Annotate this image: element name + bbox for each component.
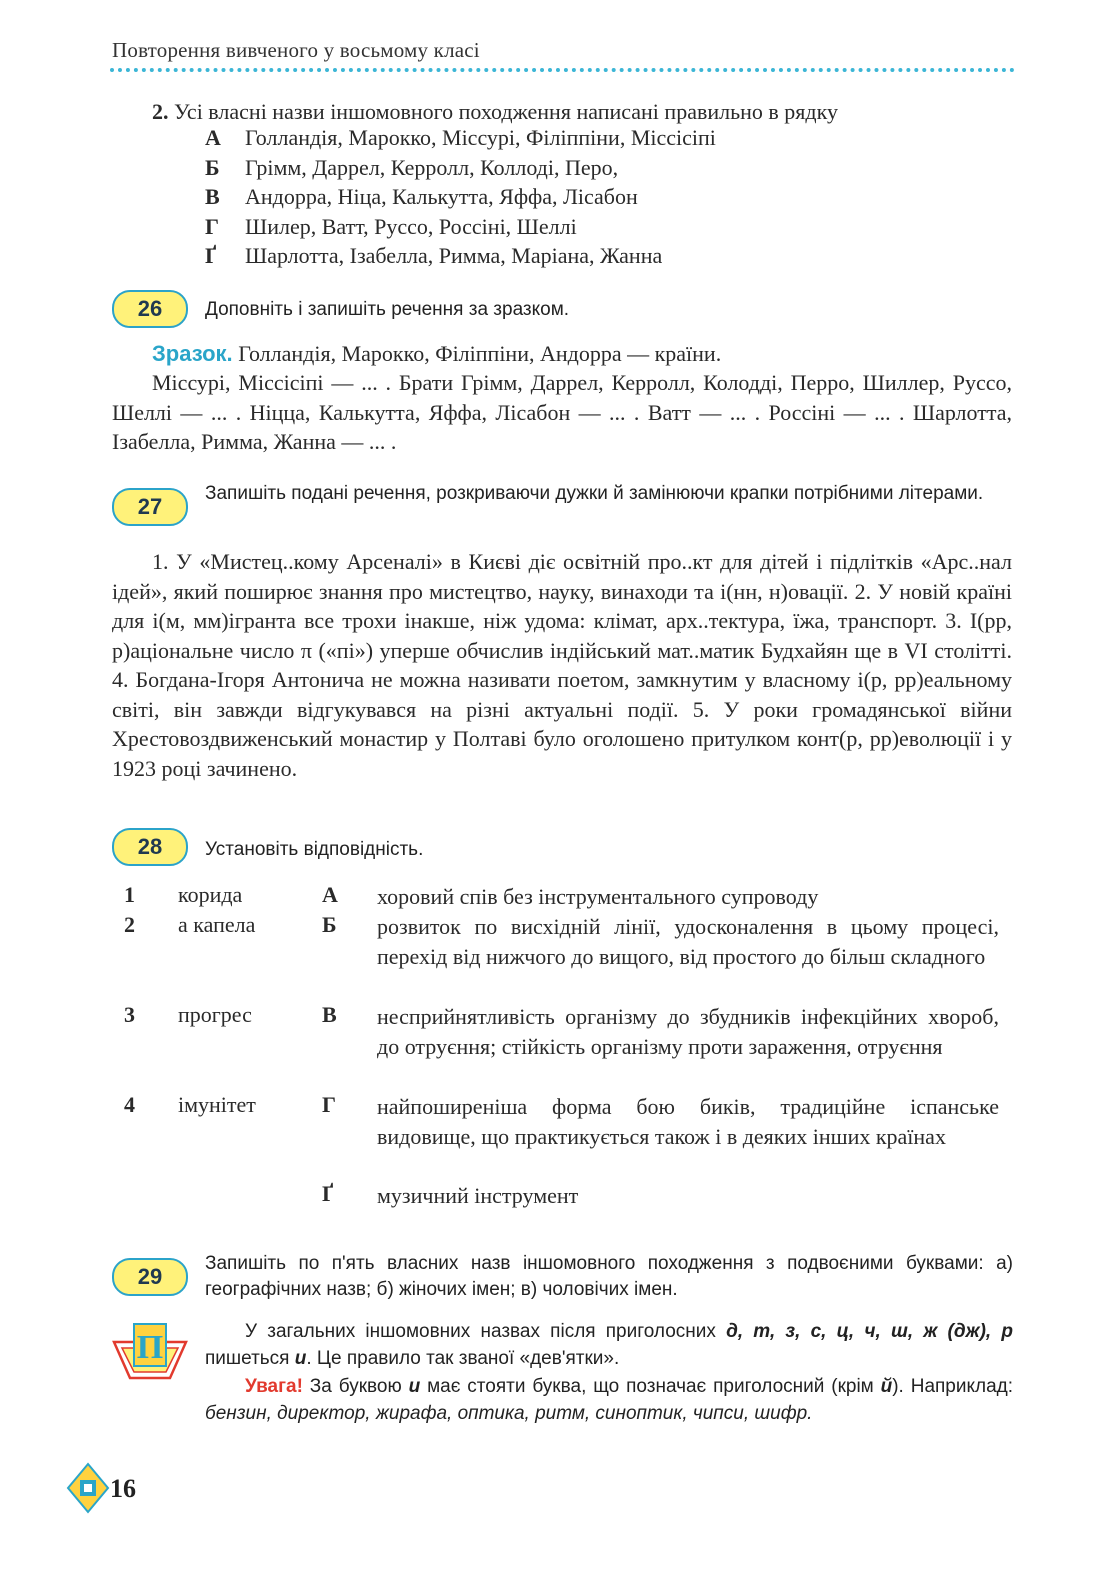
match-word: корида — [178, 882, 243, 907]
rule-text-end: . Це правило так званої «дев'ятки». — [306, 1348, 620, 1369]
rule-warning — [205, 1373, 1013, 1427]
match-word: імунітет — [178, 1092, 256, 1117]
answer-option — [205, 184, 638, 210]
rule-text-mid: пишеться — [205, 1348, 290, 1369]
exercise-number-badge: 27 — [112, 488, 188, 526]
match-letter: А — [322, 882, 338, 907]
warning-letter-i: и — [408, 1376, 421, 1397]
question-text: Усі власні назви іншомовного походження написані правильно в рядку — [174, 99, 838, 124]
sample-line — [152, 339, 1012, 369]
warning-letter-y: й — [880, 1376, 893, 1397]
match-letter: Б — [322, 912, 337, 937]
exercise-task: Запишіть по п'ять власних назв іншомовного походження з подвоєними буквами: а) географічних назв; б) жіночих імен; в) чоловічих імен. — [205, 1253, 1013, 1300]
exercise-number-badge: 26 — [112, 290, 188, 328]
match-letter: Ґ — [322, 1181, 334, 1206]
header-dotted-rule — [110, 68, 1015, 72]
svg-text:П: П — [136, 1329, 164, 1366]
rule-text — [205, 1318, 1013, 1372]
warning-text: За буквою — [309, 1376, 402, 1397]
exercise-number-badge: 29 — [112, 1258, 188, 1296]
answer-option — [205, 155, 618, 181]
option-text: Голландія, Марокко, Міссурі, Філіппіни, Міссісіпі — [245, 125, 716, 150]
option-letter: Г — [205, 214, 219, 239]
option-text: Шилер, Ватт, Руссо, Россіні, Шеллі — [245, 214, 577, 239]
match-word: прогрес — [178, 1002, 252, 1027]
question-number: 2. — [152, 99, 169, 124]
option-letter: Ґ — [205, 243, 217, 268]
option-text: Грімм, Даррел, Керролл, Коллоді, Перо, — [245, 155, 619, 180]
question-2 — [152, 97, 1012, 127]
match-definition: розвиток по висхідній лінії, удосконалення в цьому процесі, перехід від нижчого до вищого, від простого до більш складного — [377, 914, 999, 969]
match-definition: музичний інструмент — [377, 1183, 579, 1208]
match-definition: найпоширеніша форма бою биків, традиційне іспанське видовище, що практикується також і в деяких інших країнах — [377, 1094, 999, 1149]
match-number: 2 — [124, 912, 135, 937]
match-definition: хоровий спів без інструментального супроводу — [377, 884, 819, 909]
exercise-task: Запишіть подані речення, розкриваючи дужки й замінюючи крапки потрібними літерами. — [205, 483, 984, 504]
match-letter: В — [322, 1002, 337, 1027]
answer-option — [205, 243, 662, 269]
match-word: а капела — [178, 912, 256, 937]
rule-letters: д, т, з, с, ц, ч, ш, ж (дж), р — [726, 1321, 1013, 1342]
option-letter: А — [205, 125, 221, 150]
answer-option — [205, 125, 716, 151]
warning-text-2: має стояти буква, що позначає приголосний (крім — [427, 1376, 874, 1397]
match-number: 4 — [124, 1092, 135, 1117]
example-lead: ). Наприклад: — [892, 1376, 1014, 1397]
example-words: бензин, директор, жирафа, оптика, ритм, синоптик, чипси, шифр. — [205, 1403, 813, 1424]
exercise-number-badge: 28 — [112, 828, 188, 866]
match-number: 1 — [124, 882, 135, 907]
rule-text-start: У загальних іншомовних назвах після приголосних — [245, 1321, 716, 1342]
exercise-task: Доповніть і запишіть речення за зразком. — [205, 299, 570, 320]
option-letter: Б — [205, 155, 220, 180]
page-ornament-icon — [66, 1462, 110, 1514]
running-header: Повторення вивченого у восьмому класі — [112, 38, 480, 62]
exercise-body: Міссурі, Міссісіпі — ... . Брати Грімм, Даррел, Керролл, Колодді, Перро, Шиллер, Руссо, Шеллі — ... . Ніцца, Калькутта, Яффа, Лісабон — ... . Ватт — ... . Россіні — ... . Шарлотта, Ізабелла, Римма, Жанна — ... . — [112, 370, 1012, 454]
answer-option — [205, 214, 577, 240]
warning-label: Увага! — [245, 1376, 303, 1397]
match-definition: несприйнятливість організму до збудників інфекційних хвороб, до отруєння; стійкість організму проти зараження, отруєння — [377, 1004, 999, 1059]
sample-label: Зразок. — [152, 341, 233, 366]
sample-text: Голландія, Марокко, Філіппіни, Андорра — країни. — [238, 341, 722, 366]
rule-icon — [112, 1320, 188, 1380]
option-letter: В — [205, 184, 220, 209]
exercise-task: Установіть відповідність. — [205, 839, 424, 860]
exercise-body: 1. У «Мистец..кому Арсеналі» в Києві діє освітній про..кт для дітей і підлітків «Арс..нал ідей», який поширює знання про мистецтво, науку, винаходи та і(нн, н)овації. 2. У новій країні для і(м, мм)ігранта все трохи інакше, ніж удома: клімат, арх..тектура, їжа, транспорт. 3. І(рр, р)аціональне число π («пі») уперше обчислив індійський мат..матик Будхайян ще в VI столітті. 4. Богдана-Ігоря Антонича не можна називати поетом, замкнутим у власному і(р, рр)еальному світі, він завжди відгукувався на різні актуальні події. 5. У роки громадянської війни Хрестовоздвиженський монастир у Полтаві було оголошено притулком конт(р, рр)еволюції і у 1923 році зачинено. — [112, 549, 1012, 781]
page-number: 16 — [110, 1474, 136, 1503]
match-letter: Г — [322, 1092, 336, 1117]
option-text: Андорра, Ніца, Калькутта, Яффа, Лісабон — [245, 184, 638, 209]
match-number: 3 — [124, 1002, 135, 1027]
option-text: Шарлотта, Ізабелла, Римма, Маріана, Жанна — [245, 243, 663, 268]
rule-letter-i: и — [294, 1348, 307, 1369]
